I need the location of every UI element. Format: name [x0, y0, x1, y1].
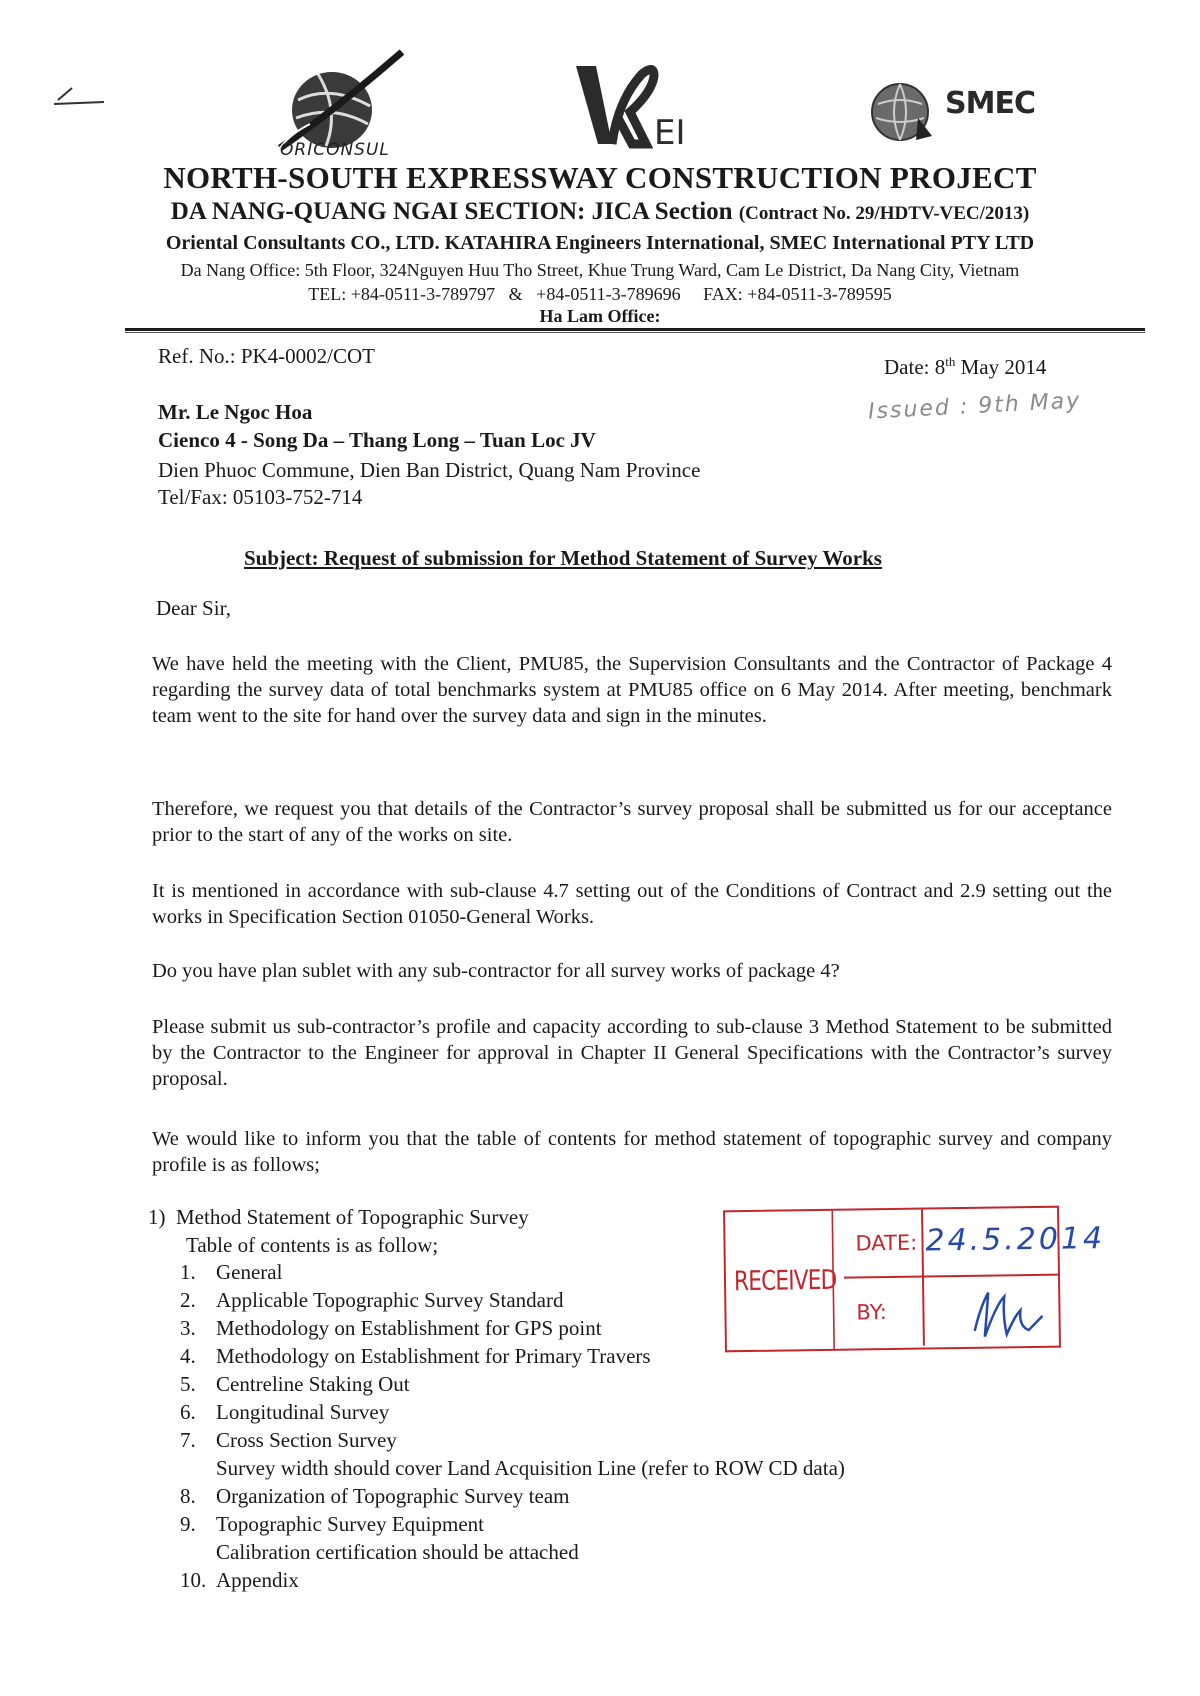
- list-item: 2. Applicable Topographic Survey Standard: [180, 1288, 564, 1312]
- list-intro: Table of contents is as follow;: [186, 1233, 439, 1257]
- body-paragraph: Do you have plan sublet with any sub-contractor for all survey works of package 4?: [152, 960, 840, 982]
- ha-lam-office: Ha Lam Office:: [539, 306, 661, 326]
- list-item: 7. Cross Section Survey: [180, 1428, 397, 1452]
- body-paragraph: We would like to inform you that the table of contents for method statement of topographic survey and company profile is as follows;: [152, 1128, 1112, 1176]
- issued-handwritten-note: Issued : 9th May: [867, 388, 1082, 425]
- project-section: [0, 198, 1200, 226]
- list-item: 10. Appendix: [180, 1568, 299, 1592]
- stamp-date-label: DATE:: [843, 1210, 924, 1279]
- reference-number: Ref. No.: PK4-0002/COT: [158, 344, 375, 368]
- body-paragraph: Therefore, we request you that details of the Contractor’s survey proposal shall be submitted us for our acceptance prior to the start of any of the works on site.: [152, 798, 1112, 846]
- date-suffix: th: [945, 354, 956, 369]
- smec-globe-logo: [868, 78, 938, 148]
- margin-pen-mark: [50, 80, 110, 110]
- stamp-by-label: BY:: [844, 1278, 925, 1347]
- smec-logo-text: SMEC: [945, 86, 1035, 121]
- header-divider-thin: [125, 332, 1145, 333]
- list-item: 1. General: [180, 1260, 283, 1284]
- addressee-tel-fax: Tel/Fax: 05103-752-714: [158, 485, 363, 509]
- list-item: 6. Longitudinal Survey: [180, 1400, 390, 1424]
- letter-date: [884, 354, 1046, 380]
- vei-logo: [572, 60, 702, 150]
- contract-number: (Contract No. 29/HDTV-VEC/2013): [738, 203, 1030, 224]
- list-item: 8. Organization of Topographic Survey team: [180, 1484, 570, 1508]
- vei-logo-text: EI: [654, 113, 686, 150]
- list-item-note: Calibration certification should be attached: [216, 1540, 579, 1564]
- list-item-note: Survey width should cover Land Acquisition Line (refer to ROW CD data): [216, 1456, 845, 1480]
- date-rest: May 2014: [955, 355, 1047, 379]
- header-divider: [125, 328, 1145, 331]
- project-title: NORTH-SOUTH EXPRESSWAY CONSTRUCTION PROJECT: [163, 160, 1037, 195]
- consultant-firms: Oriental Consultants CO., LTD. KATAHIRA Engineers International, SMEC International PTY LTD: [165, 232, 1035, 254]
- list-item: 5. Centreline Staking Out: [180, 1372, 410, 1396]
- stamp-handwritten-date: 24.5.2014: [925, 1221, 1106, 1259]
- letter-subject: Subject: Request of submission for Method Statement of Survey Works: [244, 546, 882, 570]
- stamp-received-label: RECEIVED: [737, 1211, 835, 1350]
- section-name: DA NANG-QUANG NGAI SECTION: JICA Section: [170, 198, 733, 225]
- received-stamp: [723, 1206, 1106, 1353]
- stamp-divider: [924, 1274, 1058, 1278]
- addressee-location: Dien Phuoc Commune, Dien Ban District, Quang Nam Province: [158, 458, 701, 482]
- list-item: 4. Methodology on Establishment for Primary Travers: [180, 1344, 651, 1368]
- body-paragraph: We have held the meeting with the Client, PMU85, the Supervision Consultants and the Contractor of Package 4 regarding the survey data of total benchmarks system at PMU85 office on 6 May 2014. After meeting, benchmark team went to the site for hand over the survey data and sign in the minutes.: [152, 653, 1112, 727]
- list-main-item: 1) Method Statement of Topographic Survey: [148, 1205, 529, 1229]
- stamp-signature: [966, 1286, 1047, 1343]
- addressee-company: Cienco 4 - Song Da – Thang Long – Tuan Loc JV: [158, 428, 596, 452]
- office-address: Da Nang Office: 5th Floor, 324Nguyen Huu Tho Street, Khue Trung Ward, Cam Le District, Da Nang City, Vietnam: [180, 260, 1020, 280]
- body-paragraph: Please submit us sub-contractor’s profile and capacity according to sub-clause 3 Method Statement to be submitted by the Contractor to the Engineer for approval in Chapter II General Specifications with the Contractor’s survey proposal.: [152, 1016, 1112, 1090]
- office-telephone: TEL: +84-0511-3-789797 & +84-0511-3-789696 FAX: +84-0511-3-789595: [308, 284, 892, 304]
- body-paragraph: It is mentioned in accordance with sub-clause 4.7 setting out of the Conditions of Contract and 2.9 setting out the works in Specification Section 01050-General Works.: [152, 880, 1112, 928]
- oriconsul-logo-text: ORICONSUL: [280, 140, 390, 160]
- salutation: Dear Sir,: [156, 596, 231, 620]
- list-item: 3. Methodology on Establishment for GPS point: [180, 1316, 602, 1340]
- list-item: 9. Topographic Survey Equipment: [180, 1512, 484, 1536]
- date-label: Date: 8: [884, 355, 946, 379]
- addressee-name: Mr. Le Ngoc Hoa: [158, 400, 313, 424]
